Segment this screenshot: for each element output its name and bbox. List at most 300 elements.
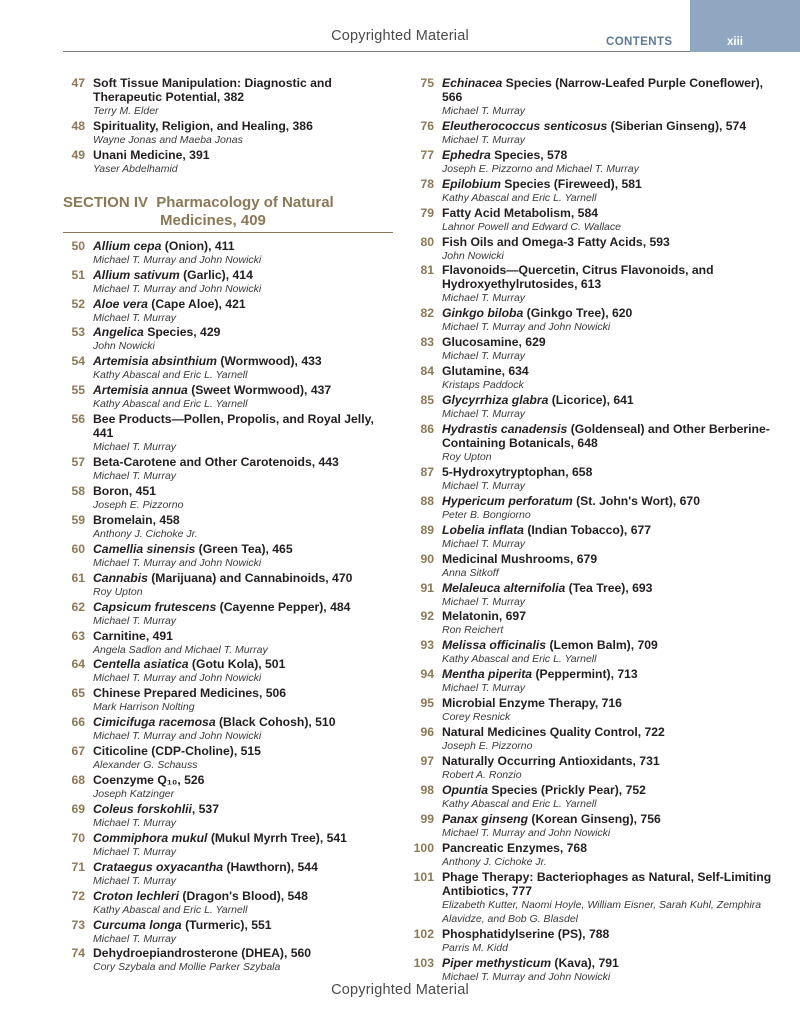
chapter-author: Kathy Abascal and Eric L. Yarnell	[442, 191, 597, 204]
chapter-author: Michael T. Murray	[442, 105, 526, 117]
toc-entry	[63, 600, 393, 629]
chapter-number: 93	[420, 638, 434, 653]
chapter-title-text: Medicinal Mushrooms, 679	[442, 551, 598, 566]
chapter-author: Corey Resnick	[442, 711, 511, 724]
chapter-number: 51	[71, 267, 85, 282]
page-number: xiii	[727, 36, 743, 48]
chapter-author: Lahnor Powell and Edward C. Wallace	[442, 220, 621, 233]
chapter-number: 80	[420, 234, 434, 249]
chapter-number: 103	[413, 956, 434, 971]
chapter-author: Michael T. Murray	[442, 292, 526, 305]
chapter-author: Anthony J. Cichoke Jr.	[93, 527, 198, 540]
chapter-title	[442, 812, 772, 826]
chapter-title	[93, 629, 393, 643]
toc-entry	[412, 494, 772, 523]
chapter-title	[442, 235, 772, 249]
toc-entry	[412, 841, 772, 870]
chapter-title-italic: Artemisia absinthium	[93, 354, 217, 369]
chapter-number: 68	[71, 773, 85, 788]
chapter-title-text: (Garlic), 414	[179, 267, 253, 282]
toc-entry	[63, 686, 393, 715]
chapter-number: 97	[420, 753, 434, 768]
chapter-author: Yaser Abdelhamid	[93, 162, 178, 175]
chapter-title-text: Natural Medicines Quality Control, 722	[442, 725, 665, 740]
chapter-title	[442, 754, 772, 768]
chapter-title	[93, 773, 393, 787]
chapter-number: 98	[420, 782, 434, 797]
toc-entry	[63, 542, 393, 571]
section-label: SECTION IV	[63, 193, 149, 211]
chapter-title	[442, 581, 772, 595]
chapter-title-italic: Hydrastis canadensis	[442, 421, 568, 436]
toc-entry	[412, 812, 772, 841]
chapter-author: Michael T. Murray and John Nowicki	[93, 253, 262, 266]
chapter-author: Roy Upton	[93, 585, 143, 598]
chapter-number: 84	[420, 364, 434, 379]
chapter-title	[442, 119, 772, 133]
chapter-author: Kathy Abascal and Eric L. Yarnell	[93, 398, 248, 411]
chapter-author: Michael T. Murray	[442, 595, 526, 608]
chapter-title-text: (Cape Aloe), 421	[147, 296, 246, 311]
chapter-title	[442, 523, 772, 537]
toc-entry	[412, 667, 772, 696]
toc-entry	[412, 754, 772, 783]
chapter-title-text: (Licorice), 641	[548, 393, 634, 408]
chapter-title-italic: Capsicum frutescens	[93, 599, 217, 614]
chapter-title-italic: Allium cepa	[93, 238, 162, 253]
chapter-author: Michael T. Murray	[93, 470, 177, 483]
chapter-title-text: Phage Therapy: Bacteriophages as Natural, Self-Limiting Antibiotics, 777	[442, 869, 772, 898]
toc-entry	[63, 802, 393, 831]
chapter-title-text: (Onion), 411	[161, 238, 235, 253]
chapter-title	[93, 513, 393, 527]
chapter-number: 54	[71, 354, 85, 369]
chapter-title-text: Chinese Prepared Medicines, 506	[93, 686, 287, 701]
chapter-author: Kristaps Paddock	[442, 379, 524, 392]
chapter-title-italic: Croton lechleri	[93, 888, 180, 903]
toc-entry	[412, 148, 772, 177]
toc-entry	[63, 918, 393, 947]
chapter-author: Kathy Abascal and Eric L. Yarnell	[93, 903, 248, 916]
toc-entry	[63, 383, 393, 412]
toc-entry	[412, 306, 772, 335]
chapter-title-italic: Echinacea	[442, 76, 503, 90]
chapter-author: Michael T. Murray	[93, 311, 177, 324]
chapter-title	[93, 600, 393, 614]
chapter-title	[442, 422, 772, 450]
chapter-title-text: Flavonoids—Quercetin, Citrus Flavonoids, and Hydroxyethylrutosides, 613	[442, 263, 714, 292]
section-heading-block	[63, 194, 393, 233]
toc-entry	[412, 364, 772, 393]
chapter-title	[442, 76, 772, 104]
chapter-number: 58	[71, 483, 85, 498]
chapter-number: 56	[71, 412, 85, 427]
toc-entry	[63, 297, 393, 326]
chapter-author: Michael T. Murray and John Nowicki	[442, 971, 611, 984]
chapter-title-text: Boron, 451	[93, 483, 156, 498]
toc-entry	[63, 860, 393, 889]
toc-entry	[412, 927, 772, 956]
chapter-number: 57	[71, 455, 85, 470]
toc-entry	[63, 571, 393, 600]
chapter-title-italic: Ginkgo biloba	[442, 306, 524, 321]
chapter-author: Michael T. Murray	[93, 441, 177, 454]
watermark-top: Copyrighted Material	[331, 28, 469, 44]
chapter-title	[442, 206, 772, 220]
chapter-title-text: Beta-Carotene and Other Carotenoids, 443	[93, 455, 339, 470]
chapter-title	[93, 802, 393, 816]
chapter-number: 76	[420, 118, 434, 133]
section-title-line1: Pharmacology of Natural	[156, 193, 334, 211]
chapter-author: Michael T. Murray and John Nowicki	[442, 826, 611, 839]
section-heading	[63, 194, 393, 230]
chapter-title-text: (Goldenseal) and Other Berberine-Containing Botanicals, 648	[442, 421, 770, 450]
chapter-author: Kathy Abascal and Eric L. Yarnell	[93, 369, 248, 382]
chapter-number: 86	[420, 421, 434, 436]
chapter-number: 72	[71, 888, 85, 903]
chapter-title	[442, 870, 772, 898]
chapter-title-text: Bee Products—Pollen, Propolis, and Royal Jelly, 441	[93, 412, 374, 441]
chapter-number: 52	[71, 296, 85, 311]
toc-entry	[63, 513, 393, 542]
chapter-author: Joseph Katzinger	[93, 788, 175, 801]
chapter-author: Michael T. Murray	[93, 614, 177, 627]
chapter-title-italic: Commiphora mukul	[93, 830, 208, 845]
chapter-title-text: (Peppermint), 713	[532, 667, 638, 682]
chapter-author: Mark Harrison Nolting	[93, 701, 195, 714]
chapter-title-text: (Siberian Ginseng), 574	[607, 118, 747, 133]
chapter-author: Kathy Abascal and Eric L. Yarnell	[442, 653, 597, 666]
chapter-title	[93, 657, 393, 671]
chapter-title-text: (Turmeric), 551	[181, 917, 272, 932]
chapter-title-text: (Gotu Kola), 501	[188, 657, 286, 672]
chapter-title	[93, 686, 393, 700]
chapter-title-italic: Epilobium	[442, 176, 501, 191]
chapter-title	[442, 841, 772, 855]
chapter-title	[442, 927, 772, 941]
chapter-title-text: Species, 429	[143, 325, 221, 340]
chapter-number: 61	[71, 570, 85, 585]
chapter-title	[442, 263, 772, 291]
chapter-title	[93, 715, 393, 729]
chapter-title-italic: Artemisia annua	[93, 383, 188, 398]
toc-entry	[63, 325, 393, 354]
chapter-author: Michael T. Murray	[442, 133, 526, 146]
toc-entry	[412, 235, 772, 264]
toc-list-section-iv	[63, 239, 393, 976]
chapter-title-text: (Tea Tree), 693	[565, 580, 653, 595]
chapter-title	[442, 552, 772, 566]
toc-entry	[63, 455, 393, 484]
chapter-number: 69	[71, 801, 85, 816]
chapter-title-text: (Sweet Wormwood), 437	[187, 383, 332, 398]
chapter-author: Parris M. Kidd	[442, 942, 508, 955]
chapter-author: Michael T. Murray	[442, 350, 526, 363]
chapter-title	[93, 148, 393, 162]
chapter-title-text: Species (Fireweed), 581	[500, 176, 642, 191]
chapter-number: 96	[420, 725, 434, 740]
toc-entry	[412, 725, 772, 754]
chapter-author: John Nowicki	[442, 249, 504, 262]
toc-entry	[63, 715, 393, 744]
chapter-author: Joseph E. Pizzorno	[442, 740, 533, 753]
chapter-title	[93, 76, 393, 104]
toc-entry	[63, 629, 393, 658]
chapter-number: 47	[71, 76, 85, 90]
chapter-title-italic: Lobelia inflata	[442, 522, 524, 537]
toc-entry	[63, 773, 393, 802]
chapter-title	[442, 609, 772, 623]
header-rule	[63, 51, 690, 52]
toc-list-before-section	[63, 76, 393, 177]
chapter-number: 75	[420, 76, 434, 90]
chapter-number: 49	[71, 147, 85, 162]
chapter-number: 55	[71, 383, 85, 398]
toc-entry	[63, 484, 393, 513]
chapter-title-text: Carnitine, 491	[93, 628, 173, 643]
chapter-number: 70	[71, 830, 85, 845]
chapter-title-italic: Cimicifuga racemosa	[93, 715, 216, 730]
chapter-number: 65	[71, 686, 85, 701]
chapter-title-text: Pancreatic Enzymes, 768	[442, 840, 587, 855]
chapter-author: Michael T. Murray	[442, 537, 526, 550]
chapter-author: Michael T. Murray	[93, 874, 177, 887]
chapter-title-text: Citicoline (CDP-Choline), 515	[93, 744, 261, 759]
chapter-title	[442, 725, 772, 739]
running-header-label: CONTENTS	[606, 36, 673, 48]
chapter-number: 90	[420, 551, 434, 566]
chapter-author: Michael T. Murray and John Nowicki	[93, 556, 262, 569]
chapter-title-text: Fatty Acid Metabolism, 584	[442, 205, 598, 220]
chapter-number: 92	[420, 609, 434, 624]
chapter-title	[93, 239, 393, 253]
chapter-title-text: (Dragon's Blood), 548	[179, 888, 308, 903]
chapter-title-text: Glucosamine, 629	[442, 335, 546, 350]
watermark-bottom: Copyrighted Material	[331, 982, 469, 998]
section-title-line2: Medicines, 409	[160, 211, 266, 229]
toc-entry	[63, 412, 393, 455]
chapter-title-text: (Green Tea), 465	[195, 541, 293, 556]
chapter-title-text: , 537	[191, 801, 219, 816]
chapter-title	[442, 364, 772, 378]
chapter-number: 60	[71, 541, 85, 556]
chapter-author: Michael T. Murray	[93, 932, 177, 945]
toc-entry	[412, 870, 772, 928]
chapter-number: 81	[420, 263, 434, 278]
chapter-title	[93, 831, 393, 845]
chapter-title-text: (Mukul Myrrh Tree), 541	[207, 830, 347, 845]
chapter-title	[442, 393, 772, 407]
chapter-author: Ron Reichert	[442, 624, 504, 637]
chapter-title-italic: Melaleuca alternifolia	[442, 580, 566, 595]
chapter-title-italic: Angelica	[93, 325, 144, 340]
chapter-title	[93, 325, 393, 339]
chapter-title-text: Glutamine, 634	[442, 364, 529, 379]
chapter-title-italic: Coleus forskohlii	[93, 801, 192, 816]
chapter-title-text: Coenzyme Q₁₀, 526	[93, 773, 205, 788]
toc-list-right	[412, 76, 772, 985]
chapter-title-text: Microbial Enzyme Therapy, 716	[442, 696, 622, 711]
chapter-title	[442, 177, 772, 191]
chapter-title-text: (Wormwood), 433	[216, 354, 322, 369]
chapter-title-text: (Korean Ginseng), 756	[528, 811, 661, 826]
toc-entry	[412, 206, 772, 235]
toc-entry	[63, 268, 393, 297]
toc-entry	[63, 831, 393, 860]
chapter-title-italic: Curcuma longa	[93, 917, 182, 932]
chapter-number: 74	[71, 946, 85, 961]
chapter-author: Kathy Abascal and Eric L. Yarnell	[442, 797, 597, 810]
chapter-title-text: (Hawthorn), 544	[223, 859, 318, 874]
chapter-title	[93, 946, 393, 960]
chapter-author: Michael T. Murray	[442, 408, 526, 421]
chapter-title-text: (St. John's Wort), 670	[572, 493, 700, 508]
chapter-title	[442, 465, 772, 479]
chapter-title	[442, 306, 772, 320]
chapter-title-text: 5-Hydroxytryptophan, 658	[442, 464, 593, 479]
chapter-number: 48	[71, 118, 85, 133]
chapter-author: Michael T. Murray	[442, 479, 526, 492]
chapter-author: Anna Sitkoff	[442, 566, 499, 579]
chapter-number: 87	[420, 464, 434, 479]
chapter-title-italic: Eleutherococcus senticosus	[442, 118, 608, 133]
toc-entry	[63, 657, 393, 686]
chapter-title	[93, 119, 393, 133]
chapter-title	[93, 918, 393, 932]
toc-entry	[63, 946, 393, 975]
chapter-author: Joseph E. Pizzorno	[93, 498, 184, 511]
toc-entry	[412, 393, 772, 422]
chapter-title-text: Fish Oils and Omega-3 Fatty Acids, 593	[442, 234, 670, 249]
chapter-author: Wayne Jonas and Maeba Jonas	[93, 133, 243, 146]
chapter-author: Alexander G. Schauss	[93, 759, 198, 772]
toc-entry	[412, 696, 772, 725]
chapter-number: 83	[420, 335, 434, 350]
chapter-title-text: (Black Cohosh), 510	[215, 715, 336, 730]
chapter-title-text: (Lemon Balm), 709	[546, 638, 658, 653]
chapter-number: 67	[71, 744, 85, 759]
chapter-title-italic: Hypericum perforatum	[442, 493, 573, 508]
toc-entry	[63, 119, 393, 148]
chapter-title	[93, 383, 393, 397]
chapter-title-italic: Mentha piperita	[442, 667, 533, 682]
chapter-author: Michael T. Murray	[93, 816, 177, 829]
toc-entry	[412, 76, 772, 119]
chapter-title-text: (Indian Tobacco), 677	[523, 522, 652, 537]
chapter-number: 71	[71, 859, 85, 874]
chapter-author: Michael T. Murray	[93, 845, 177, 858]
chapter-title-text: (Cayenne Pepper), 484	[216, 599, 351, 614]
chapter-title-text: Unani Medicine, 391	[93, 147, 210, 162]
toc-entry	[412, 335, 772, 364]
chapter-author: Michael T. Murray and John Nowicki	[93, 672, 262, 685]
chapter-title-text: Phosphatidylserine (PS), 788	[442, 927, 610, 942]
chapter-title-italic: Opuntia	[442, 782, 489, 797]
chapter-number: 88	[420, 493, 434, 508]
chapter-title	[442, 335, 772, 349]
chapter-title	[93, 354, 393, 368]
chapter-number: 53	[71, 325, 85, 340]
chapter-author: Peter B. Bongiorno	[442, 508, 531, 521]
toc-entry	[63, 889, 393, 918]
chapter-title-text: Dehydroepiandrosterone (DHEA), 560	[93, 946, 312, 961]
chapter-number: 99	[420, 811, 434, 826]
chapter-title-italic: Glycyrrhiza glabra	[442, 393, 549, 408]
chapter-number: 77	[420, 147, 434, 162]
chapter-title-text: Spirituality, Religion, and Healing, 386	[93, 118, 313, 133]
left-column	[63, 76, 393, 975]
chapter-number: 101	[413, 869, 434, 884]
toc-entry	[412, 177, 772, 206]
chapter-title	[93, 268, 393, 282]
chapter-number: 78	[420, 176, 434, 191]
chapter-number: 82	[420, 306, 434, 321]
chapter-title	[93, 412, 393, 440]
chapter-author: Joseph E. Pizzorno and Michael T. Murray	[442, 162, 639, 175]
chapter-number: 63	[71, 628, 85, 643]
chapter-author: Terry M. Elder	[93, 105, 159, 117]
toc-entry	[412, 783, 772, 812]
right-column	[412, 76, 772, 985]
toc-entry	[412, 263, 772, 306]
chapter-title-text: (Kava), 791	[551, 956, 619, 971]
chapter-title-text: (Ginkgo Tree), 620	[523, 306, 633, 321]
chapter-title-text: Species (Narrow-Leafed Purple Coneflower), 566	[442, 76, 764, 104]
chapter-author: Robert A. Ronzio	[442, 768, 522, 781]
chapter-author: John Nowicki	[93, 340, 155, 353]
toc-entry	[412, 956, 772, 985]
chapter-author: Michael T. Murray and John Nowicki	[93, 282, 262, 295]
toc-entry	[63, 148, 393, 177]
chapter-author: Roy Upton	[442, 450, 492, 463]
toc-entry	[412, 552, 772, 581]
chapter-title-italic: Camellia sinensis	[93, 541, 196, 556]
chapter-title-text: Melatonin, 697	[442, 609, 526, 624]
chapter-title-italic: Crataegus oxyacantha	[93, 859, 224, 874]
chapter-title	[93, 455, 393, 469]
section-rule	[63, 232, 393, 233]
chapter-title	[93, 860, 393, 874]
chapter-title-text: Bromelain, 458	[93, 512, 180, 527]
chapter-title	[93, 889, 393, 903]
chapter-number: 85	[420, 393, 434, 408]
chapter-author: Michael T. Murray and John Nowicki	[442, 321, 611, 334]
chapter-title	[442, 696, 772, 710]
chapter-title-text: (Marijuana) and Cannabinoids, 470	[147, 570, 353, 585]
chapter-author: Angela Sadlon and Michael T. Murray	[93, 643, 268, 656]
toc-entry	[63, 76, 393, 119]
chapter-title-text: Species, 578	[490, 147, 568, 162]
chapter-number: 79	[420, 205, 434, 220]
chapter-title-text: Soft Tissue Manipulation: Diagnostic and Therapeutic Potential, 382	[93, 76, 332, 104]
chapter-title	[442, 494, 772, 508]
chapter-number: 50	[71, 238, 85, 253]
chapter-title	[442, 148, 772, 162]
chapter-author: Michael T. Murray and John Nowicki	[93, 730, 262, 743]
toc-entry	[63, 744, 393, 773]
chapter-title	[93, 297, 393, 311]
chapter-title	[442, 956, 772, 970]
toc-entry	[412, 465, 772, 494]
chapter-title-italic: Centella asiatica	[93, 657, 189, 672]
chapter-title-italic: Panax ginseng	[442, 811, 529, 826]
chapter-title	[442, 638, 772, 652]
chapter-title-italic: Piper methysticum	[442, 956, 552, 971]
toc-entry	[412, 581, 772, 610]
toc-entry	[63, 354, 393, 383]
toc-entry	[412, 638, 772, 667]
chapter-number: 64	[71, 657, 85, 672]
